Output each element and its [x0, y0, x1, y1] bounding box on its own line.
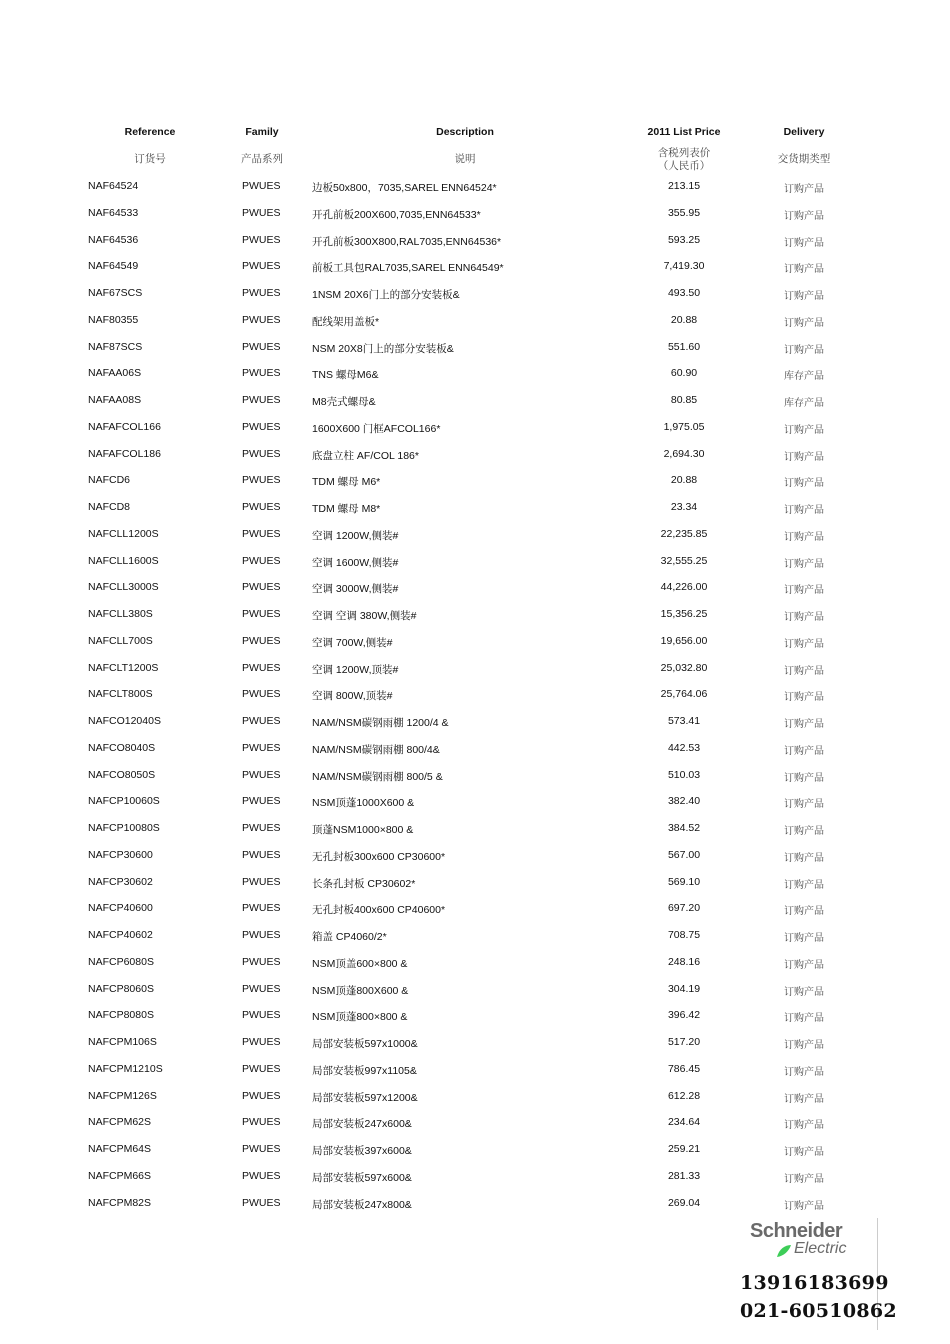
header-price-cn [624, 147, 744, 173]
row-family: PWUES [242, 420, 281, 433]
row-family: PWUES [242, 527, 281, 540]
table-row [0, 708, 950, 735]
table-row [0, 895, 950, 922]
table-row [0, 1136, 950, 1163]
row-description: 空调 3000W,侧装# [312, 583, 399, 596]
row-description: NAM/NSM碳钢雨棚 800/4& [312, 743, 440, 756]
row-delivery: 订购产品 [784, 959, 824, 971]
row-delivery: 订购产品 [784, 906, 824, 918]
header-delivery: Delivery [783, 126, 825, 138]
row-price: 25,764.06 [660, 688, 708, 701]
table-row [0, 280, 950, 307]
row-delivery: 订购产品 [784, 745, 824, 757]
row-price: 25,032.80 [660, 661, 708, 674]
row-delivery: 订购产品 [784, 719, 824, 730]
row-description: NSM顶蓬800×800 & [312, 1011, 408, 1024]
row-family: PWUES [242, 501, 281, 513]
row-reference: NAF67SCS [88, 287, 143, 299]
row-delivery: 订购产品 [784, 344, 824, 356]
row-description: 边板50x800，7035,SAREL ENN64524* [312, 182, 497, 194]
header-delivery-cn: 交货期类型 [777, 153, 831, 165]
row-reference: NAFCP6080S [88, 955, 154, 968]
row-family: PWUES [242, 581, 281, 594]
row-family: PWUES [242, 955, 281, 968]
row-price: 573.41 [667, 715, 701, 727]
row-delivery: 订购产品 [784, 799, 824, 811]
row-description: 底盘立柱 AF/COL 186* [312, 449, 419, 462]
row-family: PWUES [242, 367, 281, 380]
row-price: 786.45 [667, 1062, 701, 1075]
row-delivery: 订购产品 [784, 291, 824, 302]
row-delivery: 订购产品 [784, 933, 824, 944]
row-description: 1600X600 门框AFCOL166* [312, 422, 441, 435]
row-reference: NAFCPM106S [88, 1036, 157, 1048]
header-reference-cn: 订货号 [134, 153, 166, 165]
table-row [0, 922, 950, 949]
table-row [0, 494, 950, 521]
row-reference: NAFAFCOL166 [88, 420, 161, 433]
row-description: 开孔前板200X600,7035,ENN64533* [312, 208, 481, 221]
row-family: PWUES [242, 822, 281, 834]
row-price: 567.00 [667, 848, 701, 861]
row-price: 213.15 [667, 180, 701, 192]
row-reference: NAFCD6 [88, 474, 131, 487]
row-description: 空调 1200W,顶装# [312, 663, 399, 676]
row-description: TNS 螺母M6& [312, 369, 379, 382]
row-description: 局部安装板397x600& [312, 1145, 412, 1157]
table-row [0, 227, 950, 254]
leaf-icon [776, 1244, 792, 1258]
row-reference: NAFCPM66S [88, 1169, 152, 1182]
row-delivery: 库存产品 [784, 398, 824, 409]
row-reference: NAFCP30602 [88, 875, 153, 888]
row-price: 708.75 [667, 929, 701, 941]
table-row [0, 387, 950, 414]
row-reference: NAFCPM64S [88, 1143, 152, 1155]
table-row [0, 360, 950, 387]
row-reference: NAF64524 [88, 180, 139, 192]
table-row [0, 173, 950, 200]
row-description: 局部安装板597x600& [312, 1171, 412, 1184]
row-family: PWUES [242, 1143, 281, 1155]
table-row [0, 788, 950, 815]
row-description: TDM 螺母 M6* [312, 476, 381, 489]
table-row [0, 762, 950, 789]
row-family: PWUES [242, 634, 281, 647]
row-reference: NAFAA06S [88, 367, 142, 380]
row-family: PWUES [242, 260, 281, 273]
row-delivery: 库存产品 [784, 371, 824, 383]
row-family: PWUES [242, 1116, 281, 1129]
row-delivery: 订购产品 [784, 585, 824, 597]
row-description: 空调 1600W,侧装# [312, 556, 399, 569]
row-description: 顶蓬NSM1000×800 & [312, 824, 414, 836]
row-price: 20.88 [670, 313, 698, 326]
row-price: 493.50 [667, 287, 701, 299]
row-reference: NAFCPM1210S [88, 1062, 163, 1075]
row-delivery: 订购产品 [784, 264, 824, 276]
row-delivery: 订购产品 [784, 531, 824, 543]
row-description: 开孔前板300X800,RAL7035,ENN64536* [312, 235, 502, 248]
row-delivery: 订购产品 [784, 505, 824, 516]
header-family-cn: 产品系列 [241, 153, 283, 165]
row-price: 234.64 [667, 1116, 701, 1129]
row-reference: NAF87SCS [88, 340, 143, 353]
row-delivery: 订购产品 [784, 1066, 824, 1078]
row-delivery: 订购产品 [784, 772, 824, 784]
row-reference: NAFCLL3000S [88, 581, 159, 594]
row-family: PWUES [242, 848, 281, 861]
row-description: 无孔封板300x600 CP30600* [312, 850, 446, 863]
row-price: 19,656.00 [660, 634, 708, 647]
row-delivery: 订购产品 [784, 986, 824, 998]
row-price: 44,226.00 [660, 581, 708, 594]
row-description: 前板工具包RAL7035,SAREL ENN64549* [312, 262, 504, 275]
row-reference: NAFCLT1200S [88, 661, 159, 674]
table-row [0, 441, 950, 468]
row-reference: NAFCP40600 [88, 902, 153, 915]
row-description: 长条孔封板 CP30602* [312, 877, 416, 890]
row-delivery: 订购产品 [784, 1093, 824, 1105]
row-price: 517.20 [667, 1036, 701, 1048]
row-price: 7,419.30 [663, 260, 705, 273]
row-family: PWUES [242, 287, 281, 299]
row-family: PWUES [242, 474, 281, 487]
table-row [0, 307, 950, 334]
table-row [0, 1029, 950, 1056]
row-family: PWUES [242, 1062, 281, 1075]
row-family: PWUES [242, 340, 281, 353]
table-row [0, 548, 950, 575]
row-description: 箱盖 CP4060/2* [312, 931, 387, 943]
table-row [0, 574, 950, 601]
row-delivery: 订购产品 [784, 826, 824, 837]
table-row [0, 253, 950, 280]
table-row [0, 735, 950, 762]
row-price: 697.20 [667, 902, 701, 915]
row-family: PWUES [242, 447, 281, 460]
header-family: Family [245, 126, 279, 138]
row-reference: NAFCO8040S [88, 741, 156, 754]
row-description: 空调 700W,侧装# [312, 636, 393, 649]
row-family: PWUES [242, 180, 281, 192]
row-delivery: 订购产品 [784, 237, 824, 249]
row-family: PWUES [242, 1089, 281, 1102]
row-price: 396.42 [667, 1009, 701, 1022]
table-row [0, 414, 950, 441]
row-description: 局部安装板247x800& [312, 1198, 412, 1211]
row-delivery: 订购产品 [784, 558, 824, 570]
row-reference: NAFCP8080S [88, 1009, 154, 1022]
row-description: 配线架用盖板* [312, 315, 380, 328]
table-row [0, 628, 950, 655]
row-family: PWUES [242, 1009, 281, 1022]
contact-phone-landline: 021-60510862 [740, 1300, 897, 1322]
header-reference: Reference [124, 126, 176, 138]
row-reference: NAFCLL380S [88, 608, 153, 620]
header-price-cn-line1: 含税列表价 [657, 147, 711, 159]
header-description: Description [436, 126, 494, 138]
header-price: 2011 List Price [647, 126, 721, 138]
row-reference: NAFCP10080S [88, 822, 160, 834]
row-delivery: 订购产品 [784, 210, 824, 222]
table-row [0, 200, 950, 227]
row-price: 593.25 [667, 233, 701, 246]
row-description: 无孔封板400x600 CP40600* [312, 904, 446, 917]
table-row [0, 976, 950, 1003]
row-description: NSM顶盖600×800 & [312, 957, 408, 970]
row-description: 1NSM 20X6门上的部分安装板& [312, 289, 460, 301]
row-family: PWUES [242, 741, 281, 754]
row-reference: NAFCPM126S [88, 1089, 157, 1102]
row-price: 384.52 [667, 822, 701, 834]
row-price: 20.88 [670, 474, 698, 487]
table-row [0, 521, 950, 548]
row-family: PWUES [242, 795, 281, 808]
row-price: 1,975.05 [663, 420, 705, 433]
table-row [0, 815, 950, 842]
row-price: 382.40 [667, 795, 701, 808]
row-price: 355.95 [667, 206, 701, 219]
row-description: 空调 800W,顶装# [312, 690, 393, 703]
row-reference: NAFCLT800S [88, 688, 153, 701]
row-family: PWUES [242, 902, 281, 915]
row-family: PWUES [242, 313, 281, 326]
row-family: PWUES [242, 982, 281, 995]
row-description: TDM 螺母 M8* [312, 503, 381, 515]
row-delivery: 订购产品 [784, 1147, 824, 1158]
row-family: PWUES [242, 1169, 281, 1182]
row-delivery: 订购产品 [784, 317, 824, 329]
row-delivery: 订购产品 [784, 451, 824, 463]
row-family: PWUES [242, 929, 281, 941]
logo-word-schneider: Schneider [750, 1220, 843, 1242]
row-price: 304.19 [667, 982, 701, 995]
row-family: PWUES [242, 1036, 281, 1048]
contact-phone-mobile: 13916183699 [740, 1272, 889, 1294]
table-row [0, 842, 950, 869]
row-price: 23.34 [670, 501, 698, 513]
row-price: 22,235.85 [660, 527, 708, 540]
table-row [0, 1002, 950, 1029]
row-family: PWUES [242, 608, 281, 620]
row-reference: NAF64536 [88, 233, 139, 246]
row-delivery: 订购产品 [784, 852, 824, 864]
table-row [0, 1163, 950, 1190]
row-reference: NAFCLL700S [88, 634, 153, 647]
row-description: 局部安装板597x1000& [312, 1038, 418, 1050]
row-price: 80.85 [670, 394, 698, 406]
row-family: PWUES [242, 1196, 281, 1209]
table-row [0, 655, 950, 682]
row-reference: NAF80355 [88, 313, 139, 326]
row-description: 空调 1200W,侧装# [312, 529, 399, 542]
row-description: NSM 20X8门上的部分安装板& [312, 342, 454, 355]
row-family: PWUES [242, 206, 281, 219]
row-delivery: 订购产品 [784, 1200, 824, 1212]
row-family: PWUES [242, 768, 281, 781]
table-row [0, 949, 950, 976]
schneider-electric-logo [750, 1220, 860, 1262]
row-price: 259.21 [667, 1143, 701, 1155]
row-description: NAM/NSM碳钢雨棚 1200/4 & [312, 717, 449, 729]
row-reference: NAFCPM62S [88, 1116, 152, 1129]
table-row [0, 1083, 950, 1110]
row-family: PWUES [242, 875, 281, 888]
row-reference: NAFAA08S [88, 394, 142, 406]
row-description: 局部安装板247x600& [312, 1118, 412, 1131]
row-description: 局部安装板997x1105& [312, 1064, 417, 1077]
row-family: PWUES [242, 233, 281, 246]
row-price: 269.04 [667, 1196, 701, 1209]
row-price: 442.53 [667, 741, 701, 754]
row-delivery: 订购产品 [784, 1040, 824, 1051]
row-price: 60.90 [670, 367, 698, 380]
row-delivery: 订购产品 [784, 1173, 824, 1185]
row-reference: NAFCLL1200S [88, 527, 159, 540]
table-row [0, 1056, 950, 1083]
row-price: 281.33 [667, 1169, 701, 1182]
row-description: 空调 空调 380W,侧装# [312, 610, 417, 622]
table-row [0, 681, 950, 708]
row-reference: NAFCP40602 [88, 929, 153, 941]
row-reference: NAFCLL1600S [88, 554, 159, 567]
table-row [0, 334, 950, 361]
row-description: 局部安装板597x1200& [312, 1091, 418, 1104]
table-row [0, 869, 950, 896]
row-description: NAM/NSM碳钢雨棚 800/5 & [312, 770, 443, 783]
row-reference: NAFCP10060S [88, 795, 160, 808]
row-price: 510.03 [667, 768, 701, 781]
row-family: PWUES [242, 688, 281, 701]
row-reference: NAFCP30600 [88, 848, 153, 861]
header-price-cn-line2: （人民币） [657, 160, 711, 172]
row-delivery: 订购产品 [784, 478, 824, 490]
row-description: M8壳式螺母& [312, 396, 376, 408]
row-price: 248.16 [667, 955, 701, 968]
table-row [0, 1190, 950, 1217]
row-delivery: 订购产品 [784, 692, 824, 704]
row-reference: NAFAFCOL186 [88, 447, 161, 460]
row-description: NSM顶蓬800X600 & [312, 984, 409, 997]
header-description-cn: 说明 [454, 153, 476, 165]
row-description: NSM顶蓬1000X600 & [312, 797, 415, 810]
row-price: 569.10 [667, 875, 701, 888]
row-delivery: 订购产品 [784, 184, 824, 195]
logo-word-electric: Electric [794, 1240, 847, 1257]
row-delivery: 订购产品 [784, 612, 824, 623]
row-price: 32,555.25 [660, 554, 708, 567]
row-reference: NAF64533 [88, 206, 139, 219]
row-delivery: 订购产品 [784, 638, 824, 650]
table-row [0, 1109, 950, 1136]
row-price: 2,694.30 [663, 447, 705, 460]
row-delivery: 订购产品 [784, 665, 824, 677]
table-row [0, 467, 950, 494]
row-reference: NAFCD8 [88, 501, 131, 513]
row-delivery: 订购产品 [784, 424, 824, 436]
row-family: PWUES [242, 715, 281, 727]
price-table-body [0, 173, 950, 1216]
row-reference: NAFCP8060S [88, 982, 154, 995]
row-price: 612.28 [667, 1089, 701, 1102]
row-price: 15,356.25 [660, 608, 708, 620]
row-delivery: 订购产品 [784, 1120, 824, 1132]
row-price: 551.60 [667, 340, 701, 353]
row-delivery: 订购产品 [784, 879, 824, 891]
row-reference: NAF64549 [88, 260, 139, 273]
row-reference: NAFCPM82S [88, 1196, 152, 1209]
row-family: PWUES [242, 661, 281, 674]
row-family: PWUES [242, 394, 281, 406]
row-family: PWUES [242, 554, 281, 567]
row-reference: NAFCO12040S [88, 715, 161, 727]
table-row [0, 601, 950, 628]
row-reference: NAFCO8050S [88, 768, 156, 781]
row-delivery: 订购产品 [784, 1013, 824, 1025]
